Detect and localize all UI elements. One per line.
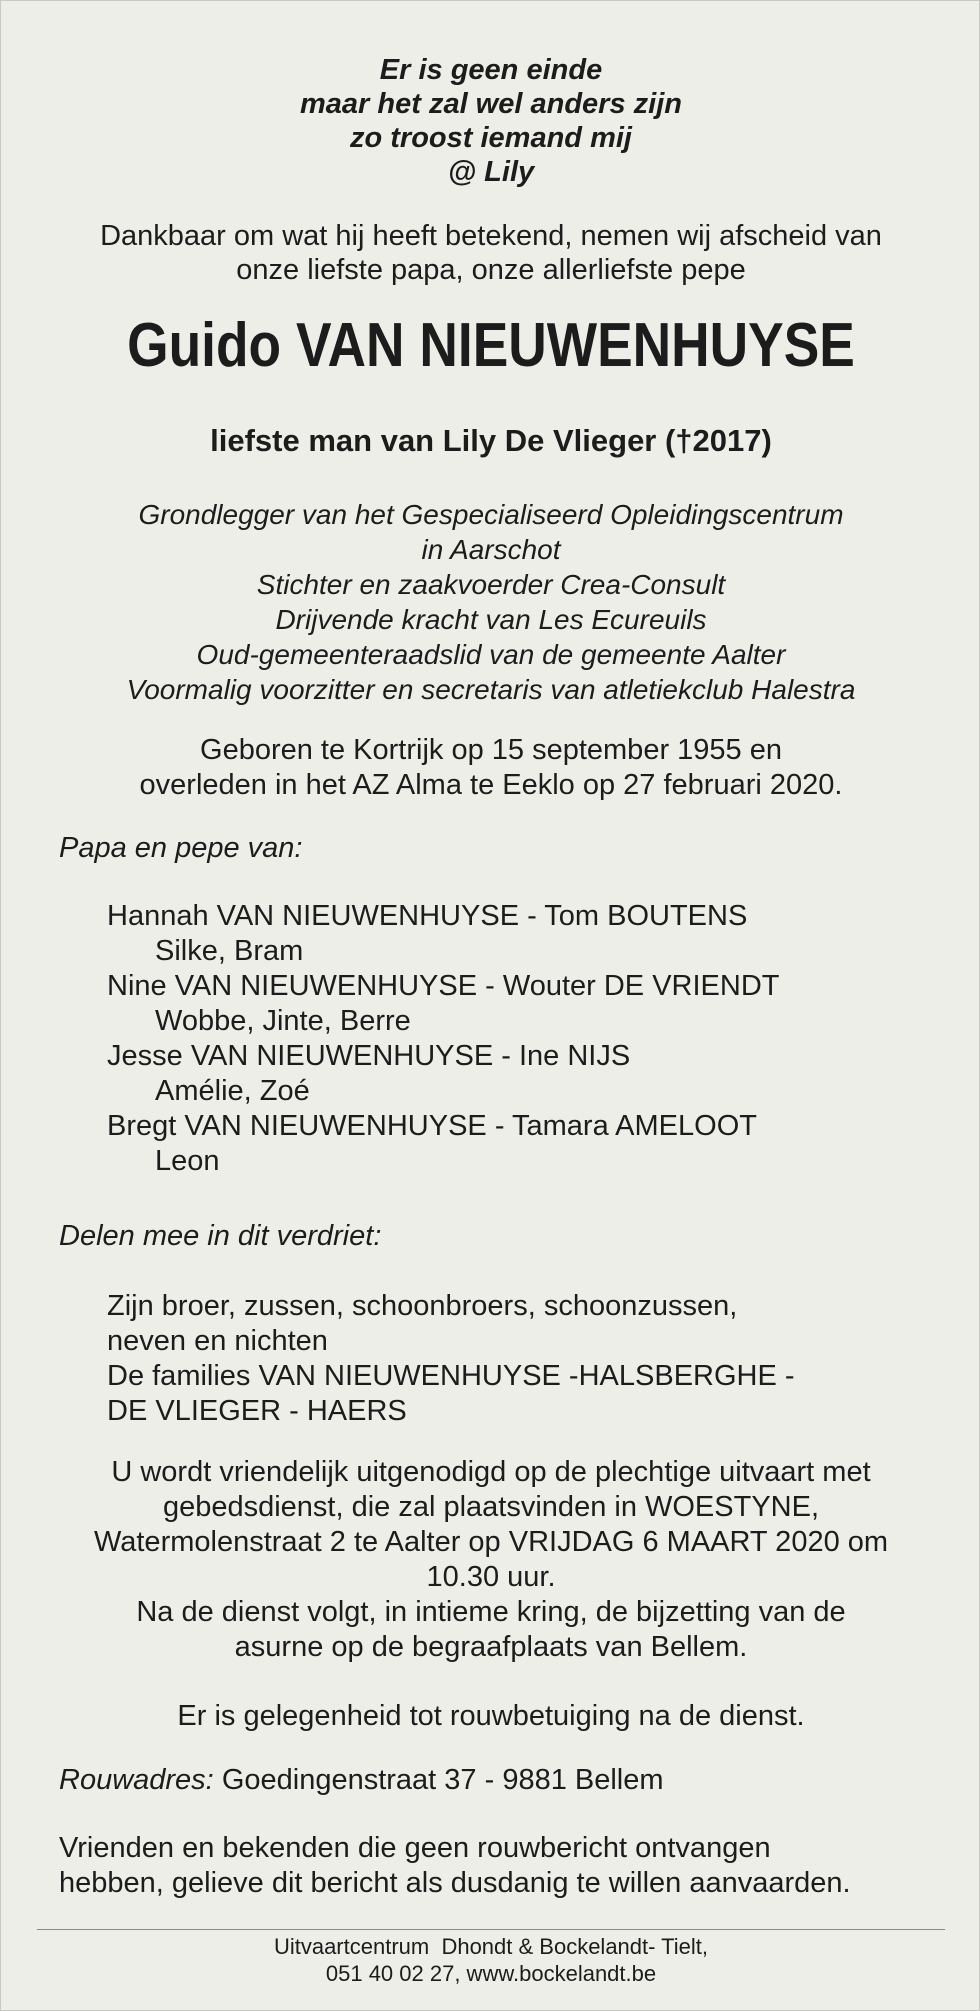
funeral-line: U wordt vriendelijk uitgenodigd op de plechtige uitvaart met (111, 1456, 871, 1488)
share-line: De families VAN NIEUWENHUYSE -HALSBERGHE - (107, 1360, 795, 1392)
friends-note (59, 1831, 851, 1901)
intro (1, 219, 980, 287)
friends-line: Vrienden en bekenden die geen rouwbericht ontvangen (59, 1832, 771, 1864)
address-label: Rouwadres: (59, 1764, 214, 1796)
footer-divider (37, 1929, 945, 1930)
family-children: Silke, Bram (155, 935, 304, 967)
died-line: overleden in het AZ Alma te Eeklo op 27 februari 2020. (139, 769, 843, 801)
funeral-line: gebedsdienst, die zal plaatsvinden in WOESTYNE, (162, 1491, 820, 1523)
role-line: Stichter en zaakvoerder Crea-Consult (256, 569, 726, 600)
role-line: Drijvende kracht van Les Ecureuils (275, 604, 707, 635)
intro-line: Dankbaar om wat hij heeft betekend, nemen wij afscheid van (100, 220, 882, 252)
role-line: Grondlegger van het Gespecialiseerd Opleidingscentrum (138, 499, 844, 530)
family-children: Amélie, Zoé (155, 1075, 310, 1107)
spouse-line: liefste man van Lily De Vlieger (†2017) (210, 423, 772, 458)
family-couple: Nine VAN NIEUWENHUYSE - Wouter DE VRIENDT (107, 970, 780, 1002)
share-line: DE VLIEGER - HAERS (107, 1395, 407, 1427)
friends-line: hebben, gelieve dit bericht als dusdanig te willen aanvaarden. (59, 1867, 851, 1899)
deceased-name: Guido VAN NIEUWENHUYSE (127, 311, 855, 380)
role-line: Oud-gemeenteraadslid van de gemeente Aalter (196, 639, 786, 670)
poem-line: zo troost iemand mij (350, 122, 632, 154)
share-line: neven en nichten (107, 1325, 328, 1357)
intro-line: onze liefste papa, onze allerliefste pepe (236, 254, 746, 286)
family-list (107, 899, 780, 1179)
roles (1, 497, 980, 707)
share-label: Delen mee in dit verdriet: (59, 1220, 382, 1252)
family-couple: Jesse VAN NIEUWENHUYSE - Ine NIJS (107, 1040, 631, 1072)
poem-line: Er is geen einde (379, 54, 603, 86)
poem-line: @ Lily (447, 156, 535, 188)
family-children: Leon (155, 1145, 220, 1177)
family-couple: Hannah VAN NIEUWENHUYSE - Tom BOUTENS (107, 900, 748, 932)
address-value: Goedingenstraat 37 - 9881 Bellem (221, 1764, 664, 1796)
family-couple: Bregt VAN NIEUWENHUYSE - Tamara AMELOOT (107, 1110, 757, 1142)
poem (1, 53, 980, 189)
funeral-line: Watermolenstraat 2 te Aalter op VRIJDAG 6 MAART 2020 om (93, 1526, 889, 1558)
funeral-info (1, 1455, 980, 1665)
footer-line: 051 40 02 27, www.bockelandt.be (325, 1961, 657, 1986)
share-list (107, 1289, 795, 1429)
role-line: in Aarschot (421, 534, 561, 565)
footer-line: Uitvaartcentrum Dhondt & Bockelandt- Tielt, (273, 1934, 709, 1959)
family-label: Papa en pepe van: (59, 832, 303, 864)
funeral-line: 10.30 uur. (426, 1561, 556, 1593)
birth-death-info (1, 733, 980, 803)
role-line: Voormalig voorzitter en secretaris van atletiekclub Halestra (126, 674, 856, 705)
family-children: Wobbe, Jinte, Berre (155, 1005, 411, 1037)
condolence-note: Er is gelegenheid tot rouwbetuiging na de dienst. (177, 1700, 805, 1732)
funeral-line: Na de dienst volgt, in intieme kring, de bijzetting van de (136, 1596, 846, 1628)
funeral-home-footer (1, 1933, 980, 1987)
poem-line: maar het zal wel anders zijn (300, 88, 682, 120)
born-line: Geboren te Kortrijk op 15 september 1955 en (200, 734, 782, 766)
mourning-address (59, 1763, 664, 1798)
funeral-line: asurne op de begraafplaats van Bellem. (234, 1631, 748, 1663)
share-line: Zijn broer, zussen, schoonbroers, schoonzussen, (107, 1290, 738, 1322)
